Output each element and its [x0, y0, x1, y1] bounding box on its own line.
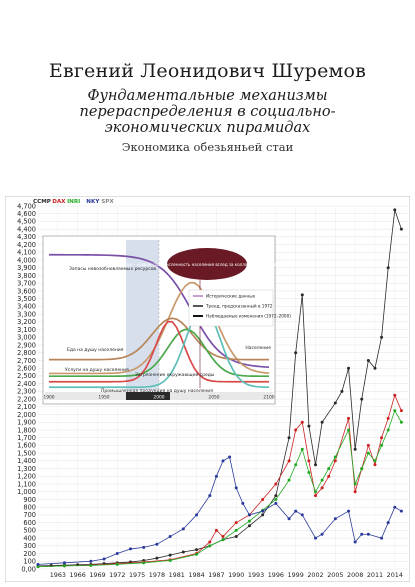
y-tick-label: 4,700 — [17, 202, 36, 211]
inset-callout-text: 2030 год – «ревой год» численность населения вслед за коллапсом мировой экономики — [113, 262, 301, 267]
data-point — [261, 510, 264, 513]
inset-annotation: Услуги на душу населения — [65, 368, 129, 373]
data-point — [400, 510, 403, 513]
data-point — [354, 540, 357, 543]
data-point — [169, 554, 172, 557]
legend-entry: INRI — [67, 199, 81, 205]
y-tick-label: 3,800 — [17, 271, 36, 280]
inset-legend-label: Наблюдаемые изменения (1972–2000) — [206, 313, 291, 319]
y-tick-label: 3,100 — [17, 325, 36, 334]
inset-legend-label: Исторические данные — [206, 293, 256, 299]
data-point — [314, 537, 317, 540]
data-point — [314, 463, 317, 466]
inset-x-tick: 1950 — [98, 395, 110, 401]
y-tick-label: 2,700 — [17, 356, 36, 365]
data-point — [195, 513, 198, 516]
data-point — [274, 483, 277, 486]
y-tick-label: 3,300 — [17, 310, 36, 319]
data-point — [248, 513, 251, 516]
inset-x-tick: 2000 — [153, 395, 165, 401]
data-point — [354, 483, 357, 486]
data-point — [301, 448, 304, 451]
data-point — [321, 533, 324, 536]
data-point — [182, 527, 185, 530]
x-tick-label: 1975 — [128, 571, 146, 579]
data-point — [63, 561, 66, 564]
y-tick-label: 4,100 — [17, 248, 36, 257]
data-point — [261, 513, 264, 516]
x-tick-label: 1981 — [168, 571, 185, 579]
y-tick-label: 4,400 — [17, 225, 36, 234]
y-tick-label: 3,700 — [17, 279, 36, 288]
data-point — [334, 517, 337, 520]
y-tick-label: 300 — [23, 542, 36, 551]
data-point — [63, 564, 66, 567]
legend-entry: NKY — [86, 199, 100, 205]
y-tick-label: 4,200 — [17, 240, 36, 249]
data-point — [387, 417, 390, 420]
data-point — [274, 494, 277, 497]
y-tick-label: 2,500 — [17, 372, 36, 381]
inset-legend-label: Тренд, предсказанный в 1972 — [206, 303, 273, 309]
data-point — [373, 463, 376, 466]
data-point — [367, 533, 370, 536]
x-tick-label: 1999 — [287, 571, 304, 579]
data-point — [182, 551, 185, 554]
data-point — [274, 498, 277, 501]
data-point — [354, 490, 357, 493]
data-point — [400, 409, 403, 412]
data-point — [129, 547, 132, 550]
y-tick-label: 4,600 — [17, 210, 36, 219]
legend-entry: SPX — [101, 199, 114, 205]
inset-x-tick: 2100 — [263, 395, 275, 401]
data-point — [314, 490, 317, 493]
data-point — [294, 510, 297, 513]
x-tick-label: 2011 — [366, 571, 384, 579]
data-point — [400, 421, 403, 424]
legend-entry: CCMP — [33, 199, 51, 205]
y-tick-label: 1,600 — [17, 441, 36, 450]
y-tick-label: 0,00 — [21, 565, 36, 574]
data-point — [321, 479, 324, 482]
data-point — [142, 561, 145, 564]
data-point — [314, 494, 317, 497]
x-tick-label: 1984 — [188, 571, 205, 579]
inset-annotation: Население — [245, 346, 271, 351]
y-tick-label: 600 — [23, 518, 36, 527]
data-point — [89, 564, 92, 567]
y-tick-label: 3,500 — [17, 294, 36, 303]
data-point — [393, 208, 396, 211]
y-tick-label: 1,000 — [17, 488, 36, 497]
data-point — [274, 502, 277, 505]
data-point — [387, 428, 390, 431]
y-tick-label: 2,800 — [17, 349, 36, 358]
data-point — [380, 444, 383, 447]
data-point — [367, 452, 370, 455]
x-tick-label: 1987 — [208, 571, 225, 579]
data-point — [354, 448, 357, 451]
data-point — [89, 560, 92, 563]
data-point — [288, 517, 291, 520]
data-point — [321, 421, 324, 424]
data-point — [347, 417, 350, 420]
y-tick-label: 500 — [23, 526, 36, 535]
y-tick-label: 400 — [23, 534, 36, 543]
data-point — [294, 351, 297, 354]
data-point — [380, 436, 383, 439]
x-tick-label: 1972 — [109, 571, 126, 579]
data-point — [334, 401, 337, 404]
data-point — [301, 293, 304, 296]
book-subtitle: Экономика обезьяньей стаи — [121, 140, 294, 154]
data-point — [301, 513, 304, 516]
x-tick-label: 1978 — [148, 571, 166, 579]
x-tick-label: 1966 — [69, 571, 86, 579]
data-point — [373, 459, 376, 462]
data-point — [235, 535, 238, 538]
data-point — [37, 563, 40, 566]
cover-chart-area — [5, 196, 410, 582]
data-point — [360, 398, 363, 401]
data-point — [208, 544, 211, 547]
data-point — [400, 228, 403, 231]
inset-annotation: Еда на душу населения — [67, 348, 124, 353]
data-point — [208, 540, 211, 543]
data-point — [373, 367, 376, 370]
data-point — [334, 459, 337, 462]
data-point — [235, 521, 238, 524]
data-point — [261, 498, 264, 501]
inset-annotation: Загрязнение окружающей среды — [135, 373, 215, 378]
y-tick-label: 4,300 — [17, 233, 36, 242]
data-point — [307, 471, 310, 474]
y-tick-label: 2,400 — [17, 379, 36, 388]
data-point — [248, 520, 251, 523]
data-point — [215, 475, 218, 478]
y-tick-label: 900 — [23, 495, 36, 504]
y-tick-label: 1,500 — [17, 449, 36, 458]
y-tick-label: 1,800 — [17, 426, 36, 435]
data-point — [387, 266, 390, 269]
data-point — [155, 543, 158, 546]
data-point — [380, 336, 383, 339]
data-point — [393, 506, 396, 509]
data-point — [235, 486, 238, 489]
y-tick-label: 200 — [23, 549, 36, 558]
y-tick-label: 2,600 — [17, 364, 36, 373]
data-point — [327, 467, 330, 470]
x-tick-label: 1996 — [267, 571, 284, 579]
data-point — [195, 548, 198, 551]
data-point — [222, 538, 225, 541]
data-point — [340, 390, 343, 393]
inset-x-tick: 1900 — [43, 395, 55, 401]
data-point — [248, 524, 251, 527]
data-point — [155, 557, 158, 560]
y-tick-label: 2,200 — [17, 395, 36, 404]
x-tick-label: 1993 — [247, 571, 265, 579]
inset-annotation: Запасы невозобновляемых ресурсов — [69, 267, 157, 272]
data-point — [347, 367, 350, 370]
y-tick-label: 3,000 — [17, 333, 36, 342]
y-tick-label: 3,900 — [17, 264, 36, 273]
data-point — [347, 428, 350, 431]
y-tick-label: 1,200 — [17, 472, 36, 481]
data-point — [307, 425, 310, 428]
data-point — [334, 456, 337, 459]
inset-x-tick: 2050 — [208, 395, 220, 401]
data-point — [294, 463, 297, 466]
y-tick-label: 3,200 — [17, 318, 36, 327]
data-point — [241, 502, 244, 505]
y-tick-label: 1,400 — [17, 457, 36, 466]
y-tick-label: 2,000 — [17, 410, 36, 419]
y-tick-label: 100 — [23, 557, 36, 566]
book-title: Фундаментальные механизмы перераспределения в социально-экономических пирамидах — [79, 88, 336, 136]
data-point — [387, 521, 390, 524]
data-point — [288, 436, 291, 439]
data-point — [116, 563, 119, 566]
y-tick-label: 800 — [23, 503, 36, 512]
data-point — [327, 475, 330, 478]
x-tick-label: 1963 — [49, 571, 66, 579]
y-tick-label: 2,100 — [17, 403, 36, 412]
y-tick-label: 3,600 — [17, 287, 36, 296]
data-point — [321, 486, 324, 489]
y-tick-label: 1,100 — [17, 480, 36, 489]
cover-header — [0, 0, 415, 182]
x-tick-label: 2002 — [307, 571, 324, 579]
stock-index-chart — [5, 196, 410, 582]
data-point — [301, 421, 304, 424]
data-point — [367, 359, 370, 362]
data-point — [169, 559, 172, 562]
data-point — [142, 546, 145, 549]
y-tick-label: 4,500 — [17, 217, 36, 226]
x-tick-label: 1990 — [228, 571, 245, 579]
data-point — [288, 479, 291, 482]
data-point — [294, 428, 297, 431]
data-point — [222, 535, 225, 538]
data-point — [222, 459, 225, 462]
data-point — [103, 557, 106, 560]
book-author: Евгений Леонидович Шуремов — [48, 60, 367, 82]
data-point — [360, 467, 363, 470]
x-tick-label: 2005 — [327, 571, 344, 579]
data-point — [288, 459, 291, 462]
data-point — [169, 535, 172, 538]
y-tick-label: 2,300 — [17, 387, 36, 396]
data-point — [195, 553, 198, 556]
data-point — [215, 529, 218, 532]
x-tick-label: 2014 — [386, 571, 403, 579]
data-point — [116, 552, 119, 555]
inset-annotation: Промышленная продукция на душу населения — [101, 389, 213, 394]
data-point — [393, 394, 396, 397]
y-tick-label: 1,300 — [17, 464, 36, 473]
data-point — [380, 537, 383, 540]
y-tick-label: 2,900 — [17, 341, 36, 350]
data-point — [360, 533, 363, 536]
data-point — [347, 510, 350, 513]
data-point — [367, 444, 370, 447]
y-tick-label: 4,000 — [17, 256, 36, 265]
y-tick-label: 700 — [23, 511, 36, 520]
data-point — [228, 456, 231, 459]
data-point — [393, 409, 396, 412]
legend-entry: DAX — [52, 199, 66, 205]
data-point — [235, 529, 238, 532]
data-point — [307, 459, 310, 462]
x-tick-label: 2008 — [347, 571, 364, 579]
y-tick-label: 1,900 — [17, 418, 36, 427]
y-tick-label: 3,400 — [17, 302, 36, 311]
x-tick-label: 1969 — [89, 571, 106, 579]
y-tick-label: 1,700 — [17, 434, 36, 443]
data-point — [208, 494, 211, 497]
